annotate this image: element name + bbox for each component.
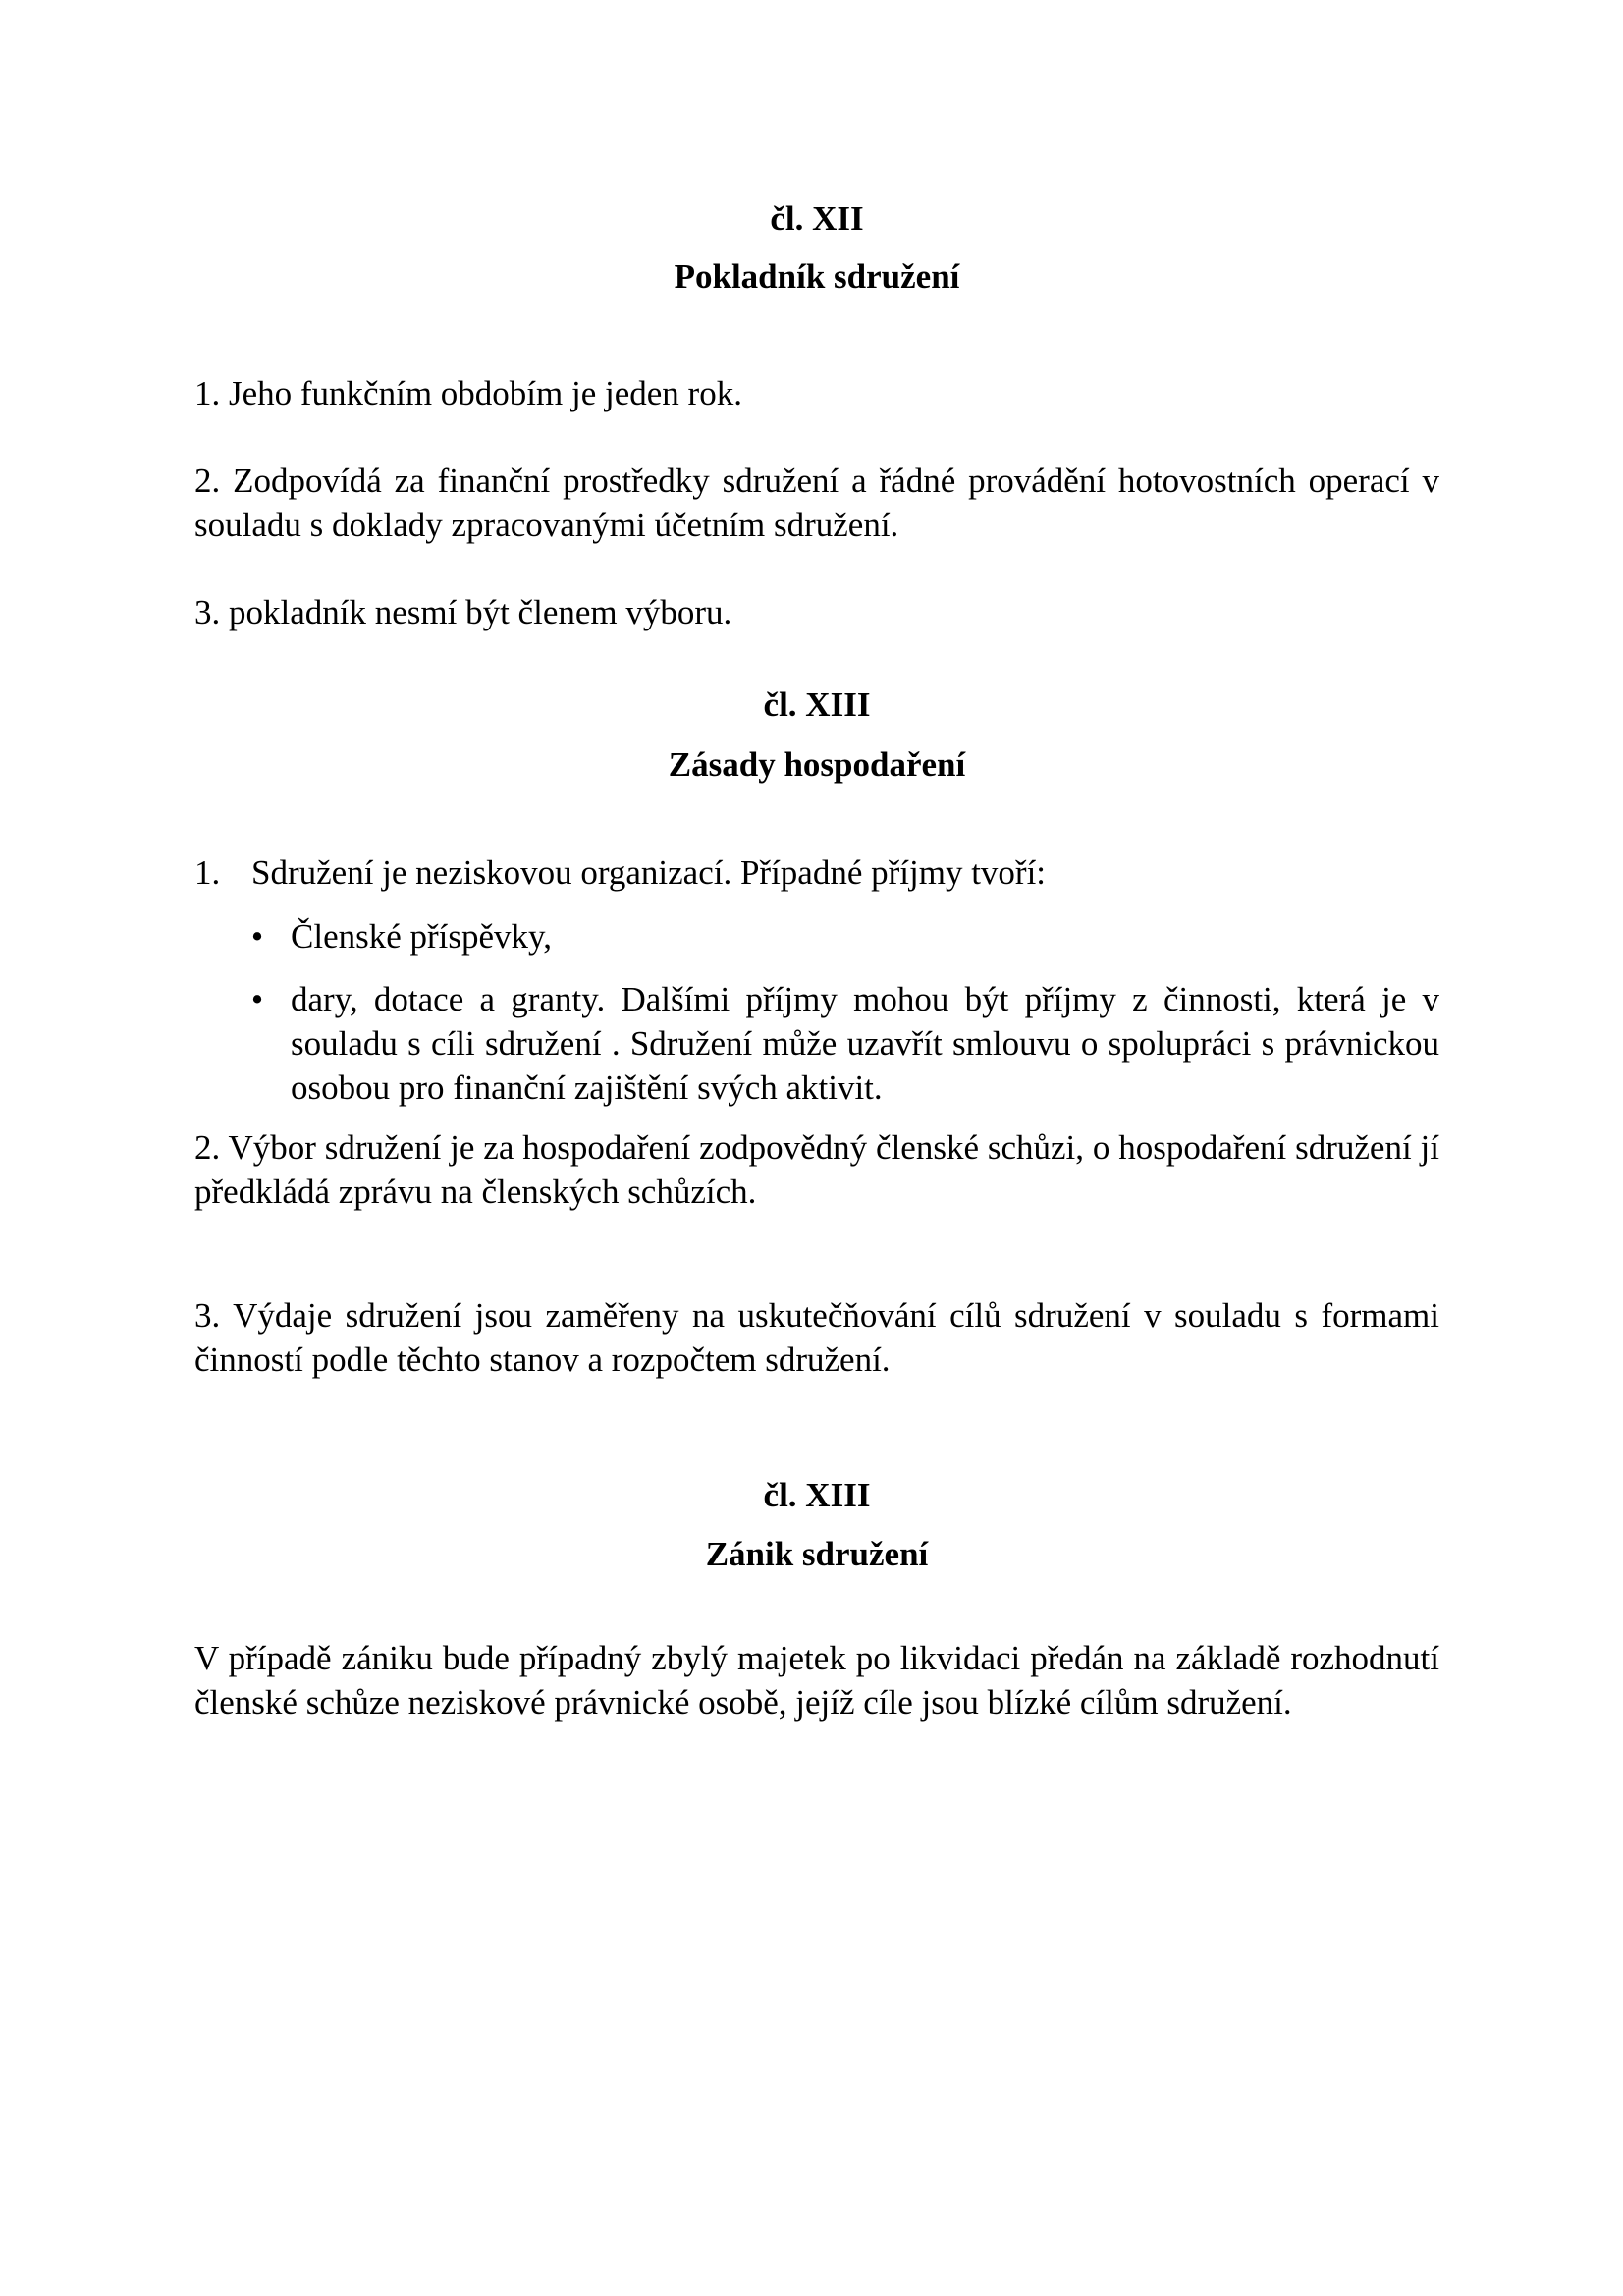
paragraph: V případě zániku bude případný zbylý majetek po likvidaci předán na základě rozhodnutí členské schůze neziskové právnické osobě, jejíž cíle jsou blízké cílům sdružení.: [194, 1639, 1439, 1722]
paragraph: 2. Zodpovídá za finanční prostředky sdružení a řádné provádění hotovostních operací v souladu s doklady zpracovanými účetním sdružení.: [194, 462, 1439, 544]
article-number: čl. XIII: [763, 685, 871, 724]
bullet-icon: •: [250, 980, 264, 1018]
article-title: Pokladník sdružení: [674, 257, 960, 296]
paragraph: 3. pokladník nesmí být členem výboru.: [194, 593, 732, 631]
item-text: Sdružení je neziskovou organizací. Případné příjmy tvoří:: [251, 853, 1047, 892]
bullet-icon: •: [250, 917, 264, 956]
article-number: čl. XII: [770, 199, 864, 238]
paragraph: 3. Výdaje sdružení jsou zaměřeny na uskutečňování cílů sdružení v souladu s formami činností podle těchto stanov a rozpočtem sdružení.: [194, 1296, 1439, 1379]
paragraph: 1. Jeho funkčním obdobím je jeden rok.: [194, 374, 742, 412]
list-item-text: dary, dotace a granty. Dalšími příjmy mohou být příjmy z činnosti, která je v souladu s cíli sdružení . Sdružení může uzavřít smlouvu o spolupráci s právnickou osobou pro finanční zajištění svých aktivit.: [291, 980, 1439, 1107]
article-number: čl. XIII: [763, 1476, 871, 1514]
item-number: 1.: [194, 853, 221, 892]
article-title: Zásady hospodaření: [668, 745, 966, 784]
list-item-text: Členské příspěvky,: [291, 917, 553, 956]
paragraph: 2. Výbor sdružení je za hospodaření zodpovědný členské schůzi, o hospodaření sdružení jí předkládá zprávu na členských schůzích.: [194, 1128, 1439, 1211]
article-title: Zánik sdružení: [705, 1535, 929, 1573]
